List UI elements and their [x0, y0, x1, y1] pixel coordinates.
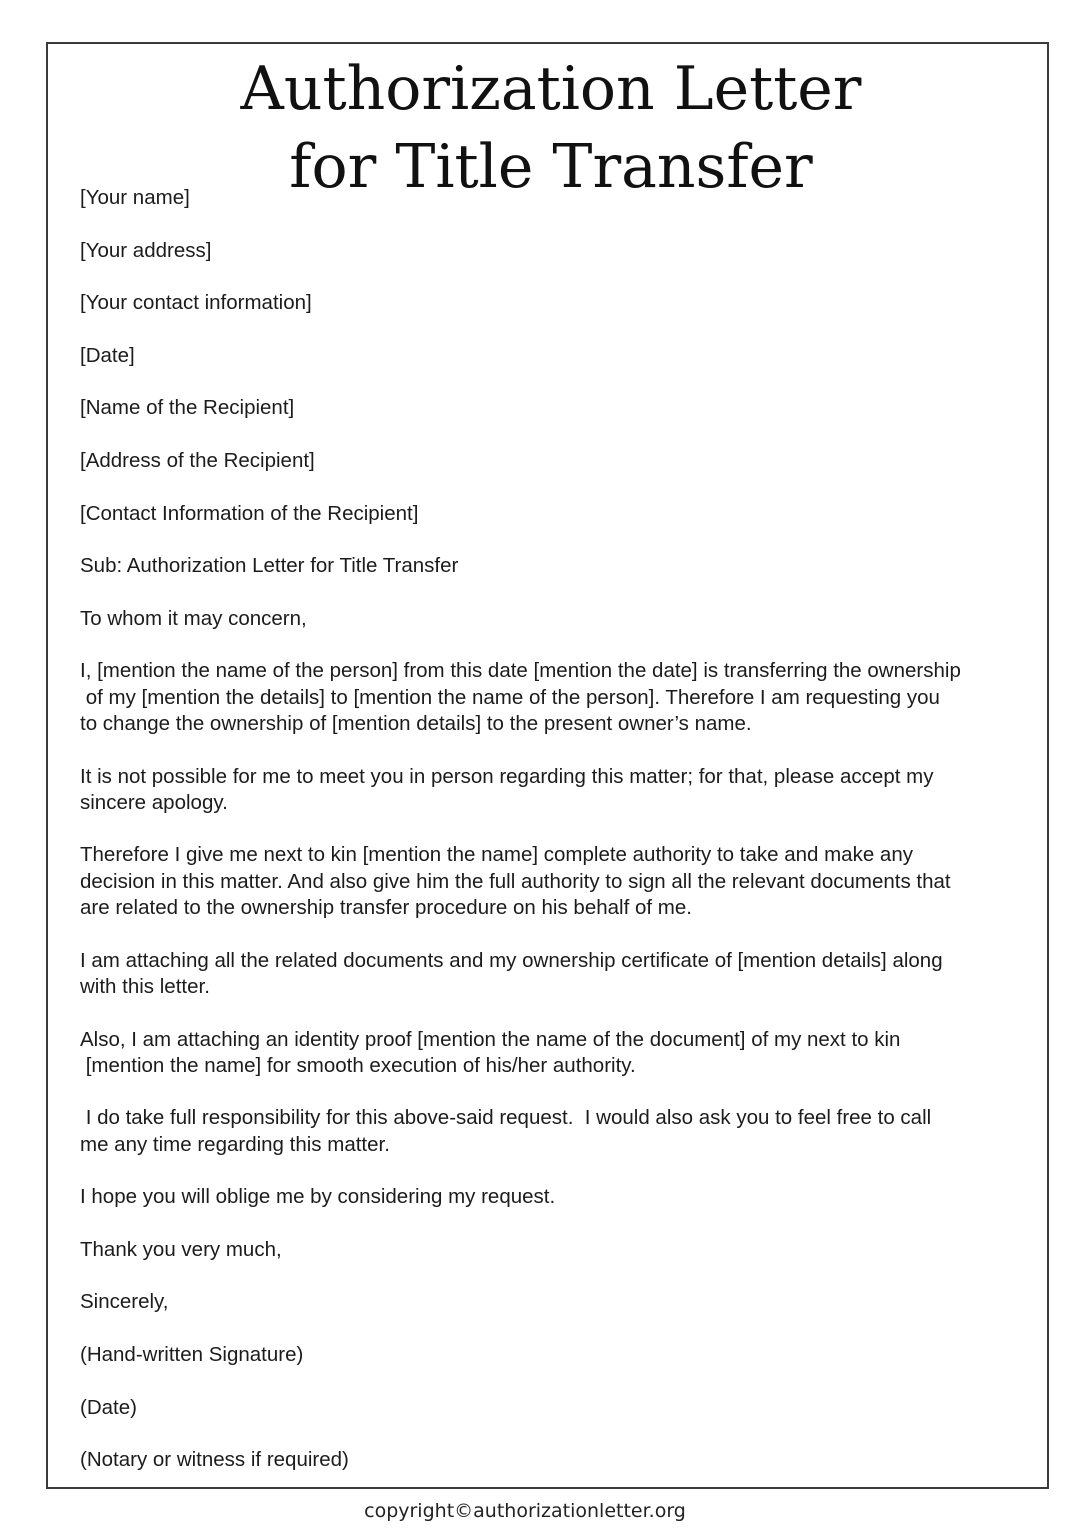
subject-line: Sub: Authorization Letter for Title Transfer [80, 554, 459, 578]
letter-body [80, 185, 1030, 1474]
paragraph-line: sincere apology. [80, 790, 228, 814]
paragraph-apology [80, 764, 1030, 817]
signature-placeholder: (Hand-written Signature) [80, 1343, 304, 1367]
recipient-contact: [Contact Information of the Recipient] [80, 501, 419, 525]
copyright-footer: copyright©authorizationletter.org [364, 1500, 686, 1522]
paragraph-line: It is not possible for me to meet you in person regarding this matter; for that, please accept my [80, 764, 934, 788]
salutation: To whom it may concern, [80, 606, 307, 630]
closing-date: (Date) [80, 1395, 137, 1419]
paragraph-documents [80, 948, 1030, 1001]
paragraph-transfer [80, 658, 1030, 737]
paragraph-line: to change the ownership of [mention details] to the present owner’s name. [80, 711, 752, 735]
closing-sign-off: Sincerely, [80, 1290, 169, 1314]
paragraph-line: me any time regarding this matter. [80, 1132, 390, 1156]
paragraph-authority [80, 842, 1030, 921]
paragraph-identity-proof [80, 1027, 1030, 1080]
paragraph-line: decision in this matter. And also give him the full authority to sign all the relevant documents that [80, 869, 951, 893]
recipient-address: [Address of the Recipient] [80, 448, 315, 472]
title-line-1: Authorization Letter [240, 54, 862, 124]
paragraph-line: Also, I am attaching an identity proof [mention the name of the document] of my next to kin [80, 1027, 901, 1051]
paragraph-line: with this letter. [80, 974, 210, 998]
closing-thanks: Thank you very much, [80, 1237, 282, 1261]
letter-title [46, 50, 1056, 206]
paragraph-line: of my [mention the details] to [mention the name of the person]. Therefore I am requesting you [80, 685, 940, 709]
paragraph-line: Therefore I give me next to kin [mention the name] complete authority to take and make any [80, 843, 913, 867]
paragraph-line: [mention the name] for smooth execution of his/her authority. [80, 1053, 636, 1077]
title-line-2: for Title Transfer [289, 132, 813, 202]
sender-contact: [Your contact information] [80, 291, 312, 315]
paragraph-line: are related to the ownership transfer procedure on his behalf of me. [80, 896, 692, 920]
paragraph-line: I, [mention the name of the person] from this date [mention the date] is transferring the ownership [80, 659, 961, 683]
paragraph-line: I am attaching all the related documents and my ownership certificate of [mention details] along [80, 948, 943, 972]
sender-address: [Your address] [80, 238, 212, 262]
letter-date: [Date] [80, 343, 135, 367]
paragraph-request [80, 1184, 1030, 1210]
notary-line: (Notary or witness if required) [80, 1448, 349, 1472]
paragraph-line: I hope you will oblige me by considering my request. [80, 1185, 556, 1209]
recipient-name: [Name of the Recipient] [80, 396, 295, 420]
sender-name: [Your name] [80, 186, 190, 209]
paragraph-responsibility [80, 1105, 1030, 1158]
paragraph-line: I do take full responsibility for this above-said request. I would also ask you to feel free to call [80, 1106, 932, 1130]
